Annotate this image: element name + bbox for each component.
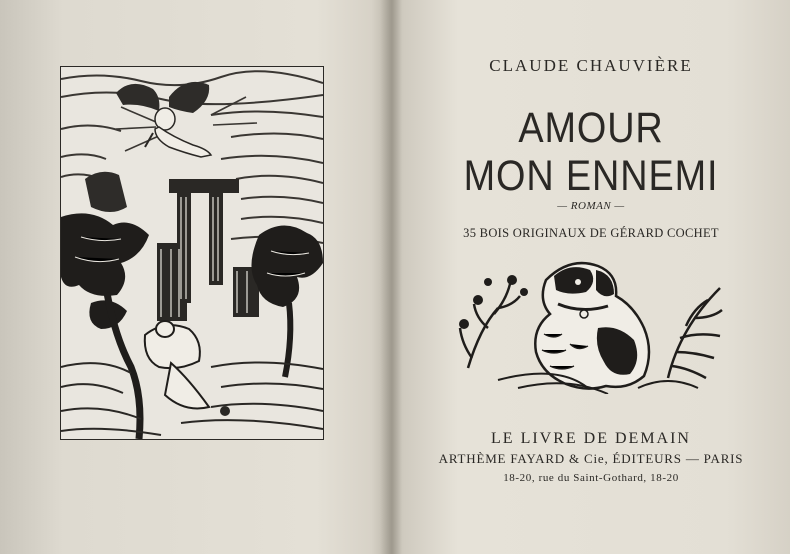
cupid-ruins-illustration <box>61 67 323 439</box>
dog-vignette-woodcut <box>458 248 724 394</box>
genre-label: — ROMAN — <box>557 200 625 212</box>
publisher-line: ARTHÈME FAYARD & Cie, ÉDITEURS — PARIS <box>438 451 744 466</box>
publisher-address: 18-20, rue du Saint-Gothard, 18-20 <box>503 472 679 484</box>
author-name: CLAUDE CHAUVIÈRE <box>489 56 693 75</box>
frontispiece-woodcut <box>60 66 324 440</box>
publisher-imprint: LE LIVRE DE DEMAIN <box>491 430 691 447</box>
book-title-line-2: MON ENNEMI <box>463 152 719 200</box>
book-title-line-1: AMOUR <box>518 104 664 152</box>
illustration-credit: 35 BOIS ORIGINAUX DE GÉRARD COCHET <box>463 226 719 240</box>
dog-foliage-illustration <box>458 248 724 394</box>
left-page <box>0 0 390 554</box>
right-page <box>392 0 790 554</box>
